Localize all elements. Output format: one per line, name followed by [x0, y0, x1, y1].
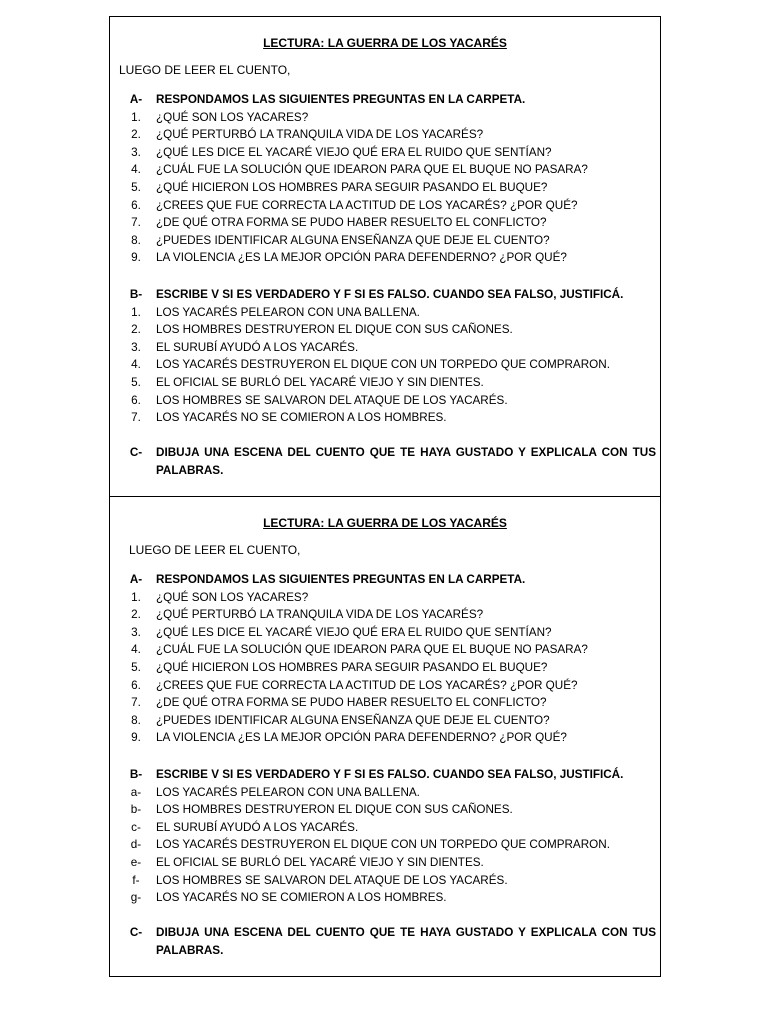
section-b-heading [110, 286, 660, 304]
worksheet-title: LECTURA: LA GUERRA DE LOS YACARÉS [263, 36, 507, 50]
question-text: ¿CREES QUE FUE CORRECTA LA ACTITUD DE LOS YACARÉS? ¿POR QUÉ? [156, 198, 578, 212]
item-marker: 1. [131, 110, 141, 124]
item-marker: 2. [131, 128, 141, 142]
section-marker: B- [129, 288, 143, 301]
list-item [110, 729, 660, 747]
list-item [110, 144, 660, 162]
list-item [110, 712, 660, 730]
intro-text: LUEGO DE LEER EL CUENTO, [129, 543, 301, 557]
question-text: LA VIOLENCIA ¿ES LA MEJOR OPCIÓN PARA DEFENDERNO? ¿POR QUÉ? [156, 251, 567, 265]
item-marker: b- [130, 803, 142, 817]
list-item [110, 872, 660, 890]
item-marker: 7. [131, 216, 141, 230]
section-c-instruction [110, 924, 660, 959]
section-c [110, 924, 660, 959]
list-item [110, 356, 660, 374]
question-text: ¿DE QUÉ OTRA FORMA SE PUDO HABER RESUELTO EL CONFLICTO? [156, 696, 547, 710]
question-text: ¿CREES QUE FUE CORRECTA LA ACTITUD DE LOS YACARÉS? ¿POR QUÉ? [156, 678, 578, 692]
item-marker: 7. [131, 411, 141, 425]
statement-text: EL OFICIAL SE BURLÓ DEL YACARÉ VIEJO Y SIN DIENTES. [156, 375, 484, 389]
section-c-instruction [110, 444, 660, 479]
item-marker: e- [130, 855, 142, 869]
intro-text: LUEGO DE LEER EL CUENTO, [119, 63, 291, 77]
question-text: ¿QUÉ LES DICE EL YACARÉ VIEJO QUÉ ERA EL RUIDO QUE SENTÍAN? [156, 145, 552, 159]
worksheet-1 [109, 16, 661, 497]
item-marker: d- [130, 838, 142, 852]
section-marker: C- [129, 926, 143, 939]
statement-text: LOS YACARÉS PELEARON CON UNA BALLENA. [156, 785, 420, 799]
section-a-heading [110, 571, 660, 589]
statement-text: LOS HOMBRES DESTRUYERON EL DIQUE CON SUS CAÑONES. [156, 323, 513, 337]
section-heading-text: RESPONDAMOS LAS SIGUIENTES PREGUNTAS EN LA CARPETA. [156, 93, 526, 106]
question-text: ¿QUÉ PERTURBÓ LA TRANQUILA VIDA DE LOS YACARÉS? [156, 608, 484, 622]
list-item [110, 677, 660, 695]
item-marker: a- [130, 785, 142, 799]
question-text: ¿PUEDES IDENTIFICAR ALGUNA ENSEÑANZA QUE DEJE EL CUENTO? [156, 233, 550, 247]
item-marker: 8. [131, 713, 141, 727]
statement-text: LOS YACARÉS DESTRUYERON EL DIQUE CON UN TORPEDO QUE COMPRARON. [156, 358, 610, 372]
list-item [110, 339, 660, 357]
statement-text: LOS HOMBRES SE SALVARON DEL ATAQUE DE LOS YACARÉS. [156, 873, 508, 887]
list-item [110, 109, 660, 127]
item-marker: 1. [131, 305, 141, 319]
list-item [110, 836, 660, 854]
statement-text: LOS YACARÉS PELEARON CON UNA BALLENA. [156, 305, 420, 319]
section-c [110, 444, 660, 479]
question-text: ¿QUÉ PERTURBÓ LA TRANQUILA VIDA DE LOS YACARÉS? [156, 128, 484, 142]
item-marker: 9. [131, 731, 141, 745]
statement-text: LOS HOMBRES DESTRUYERON EL DIQUE CON SUS CAÑONES. [156, 803, 513, 817]
section-a [110, 571, 660, 747]
item-marker: 4. [131, 643, 141, 657]
item-marker: 4. [131, 163, 141, 177]
item-marker: 5. [131, 180, 141, 194]
section-marker: C- [129, 446, 143, 459]
statement-text: LOS HOMBRES SE SALVARON DEL ATAQUE DE LOS YACARÉS. [156, 393, 508, 407]
item-marker: 2. [131, 323, 141, 337]
item-marker: 3. [131, 145, 141, 159]
statement-text: LOS YACARÉS NO SE COMIERON A LOS HOMBRES. [156, 411, 447, 425]
statement-text: EL SURUBÍ AYUDÓ A LOS YACARÉS. [156, 340, 359, 354]
question-text: ¿PUEDES IDENTIFICAR ALGUNA ENSEÑANZA QUE DEJE EL CUENTO? [156, 713, 550, 727]
list-item [110, 784, 660, 802]
question-text: ¿QUÉ LES DICE EL YACARÉ VIEJO QUÉ ERA EL RUIDO QUE SENTÍAN? [156, 625, 552, 639]
section-heading-text: ESCRIBE V SI ES VERDADERO Y F SI ES FALSO. CUANDO SEA FALSO, JUSTIFICÁ. [156, 288, 624, 301]
item-marker: 6. [131, 393, 141, 407]
item-marker: 5. [131, 660, 141, 674]
list-item [110, 854, 660, 872]
section-b [110, 766, 660, 907]
item-marker: 3. [131, 625, 141, 639]
question-text: ¿QUÉ HICIERON LOS HOMBRES PARA SEGUIR PASANDO EL BUQUE? [156, 660, 548, 674]
item-marker: 3. [131, 340, 141, 354]
section-c-text: DIBUJA UNA ESCENA DEL CUENTO QUE TE HAYA GUSTADO Y EXPLICALA CON TUS PALABRAS. [156, 926, 656, 957]
list-item [110, 694, 660, 712]
section-heading-text: RESPONDAMOS LAS SIGUIENTES PREGUNTAS EN LA CARPETA. [156, 573, 526, 586]
item-marker: g- [130, 891, 142, 905]
list-item [110, 889, 660, 907]
section-a-heading [110, 91, 660, 109]
list-item [110, 249, 660, 267]
section-c-text: DIBUJA UNA ESCENA DEL CUENTO QUE TE HAYA GUSTADO Y EXPLICALA CON TUS PALABRAS. [156, 446, 656, 477]
item-marker: 8. [131, 233, 141, 247]
question-text: ¿CUÁL FUE LA SOLUCIÓN QUE IDEARON PARA QUE EL BUQUE NO PASARA? [156, 643, 588, 657]
list-item [110, 589, 660, 607]
list-item [110, 624, 660, 642]
list-item [110, 214, 660, 232]
list-item [110, 801, 660, 819]
worksheet-2 [109, 496, 661, 977]
question-text: ¿DE QUÉ OTRA FORMA SE PUDO HABER RESUELTO EL CONFLICTO? [156, 216, 547, 230]
question-text: LA VIOLENCIA ¿ES LA MEJOR OPCIÓN PARA DEFENDERNO? ¿POR QUÉ? [156, 731, 567, 745]
list-item [110, 232, 660, 250]
list-item [110, 392, 660, 410]
section-b [110, 286, 660, 427]
list-item [110, 641, 660, 659]
item-marker: 9. [131, 251, 141, 265]
worksheet-title: LECTURA: LA GUERRA DE LOS YACARÉS [263, 516, 507, 530]
statement-text: EL OFICIAL SE BURLÓ DEL YACARÉ VIEJO Y SIN DIENTES. [156, 855, 484, 869]
question-text: ¿QUÉ SON LOS YACARES? [156, 590, 309, 604]
statement-text: EL SURUBÍ AYUDÓ A LOS YACARÉS. [156, 820, 359, 834]
list-item [110, 179, 660, 197]
section-b-heading [110, 766, 660, 784]
item-marker: f- [132, 873, 140, 887]
item-marker: 1. [131, 590, 141, 604]
list-item [110, 606, 660, 624]
list-item [110, 819, 660, 837]
statement-text: LOS YACARÉS DESTRUYERON EL DIQUE CON UN TORPEDO QUE COMPRARON. [156, 838, 610, 852]
list-item [110, 374, 660, 392]
item-marker: 2. [131, 608, 141, 622]
section-marker: B- [129, 768, 143, 781]
question-text: ¿CUÁL FUE LA SOLUCIÓN QUE IDEARON PARA QUE EL BUQUE NO PASARA? [156, 163, 588, 177]
item-marker: 7. [131, 696, 141, 710]
item-marker: c- [131, 820, 141, 834]
item-marker: 6. [131, 198, 141, 212]
list-item [110, 409, 660, 427]
list-item [110, 161, 660, 179]
list-item [110, 659, 660, 677]
section-marker: A- [129, 573, 143, 586]
list-item [110, 304, 660, 322]
item-marker: 4. [131, 358, 141, 372]
section-a [110, 91, 660, 267]
question-text: ¿QUÉ HICIERON LOS HOMBRES PARA SEGUIR PASANDO EL BUQUE? [156, 180, 548, 194]
list-item [110, 197, 660, 215]
section-heading-text: ESCRIBE V SI ES VERDADERO Y F SI ES FALSO. CUANDO SEA FALSO, JUSTIFICÁ. [156, 768, 624, 781]
item-marker: 5. [131, 375, 141, 389]
statement-text: LOS YACARÉS NO SE COMIERON A LOS HOMBRES. [156, 891, 447, 905]
question-text: ¿QUÉ SON LOS YACARES? [156, 110, 309, 124]
list-item [110, 126, 660, 144]
list-item [110, 321, 660, 339]
item-marker: 6. [131, 678, 141, 692]
section-marker: A- [129, 93, 143, 106]
